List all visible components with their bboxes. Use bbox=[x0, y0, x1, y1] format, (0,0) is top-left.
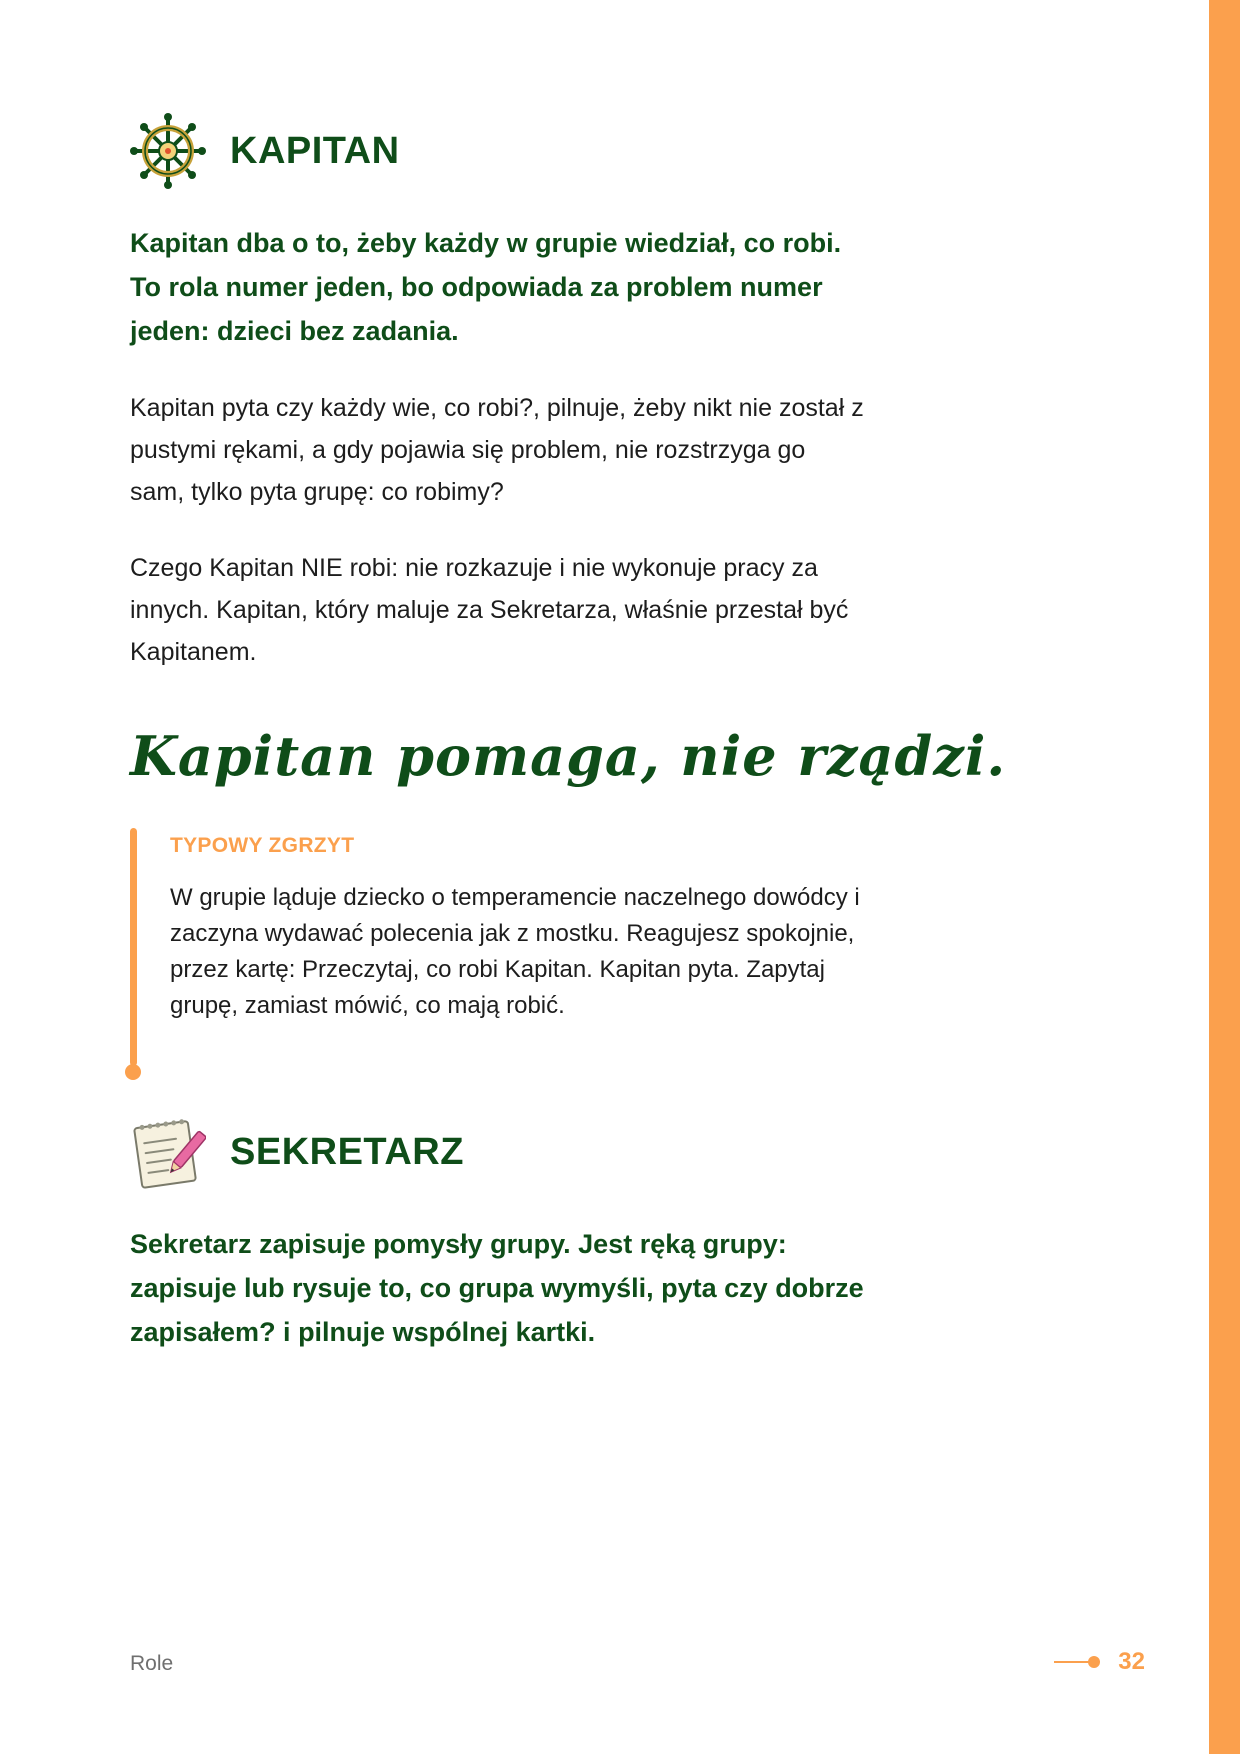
kapitan-paragraph-2: Czego Kapitan NIE robi: nie rozkazuje i nie wykonuje pracy za innych. Kapitan, który maluje za Sekretarza, właśnie przestał być Kapitanem. bbox=[130, 554, 849, 666]
callout-label: TYPOWY ZGRZYT bbox=[170, 834, 355, 857]
notepad-pen-icon bbox=[130, 1114, 206, 1190]
callout-typowy-zgrzyt bbox=[130, 828, 865, 1076]
kapitan-paragraph-1: Kapitan pyta czy każdy wie, co robi?, pilnuje, żeby nikt nie został z pustymi rękami, a gdy pojawia się problem, nie rozstrzyga go sam, tylko pyta grupę: co robimy? bbox=[130, 394, 864, 506]
kapitan-title: KAPITAN bbox=[230, 129, 400, 172]
footer-section-label: Role bbox=[130, 1652, 174, 1675]
sekretarz-title: SEKRETARZ bbox=[230, 1130, 464, 1173]
page-number: 32 bbox=[1118, 1648, 1145, 1675]
page-marker-line bbox=[1054, 1661, 1094, 1663]
kapitan-lead: Kapitan dba o to, żeby każdy w grupie wiedział, co robi. To rola numer jeden, bo odpowiada za problem numer jeden: dzieci bez zadania. bbox=[130, 228, 842, 346]
side-accent-bar bbox=[1209, 0, 1240, 1754]
callout-rule bbox=[130, 828, 137, 1066]
callout-text: W grupie ląduje dziecko o temperamencie naczelnego dowódcy i zaczyna wydawać polecenia jak z mostku. Reagujesz spokojnie, przez kartę: Przeczytaj, co robi Kapitan. Kapitan pyta. Zapytaj grupę, zamiast mówić, co mają robić. bbox=[170, 884, 860, 1019]
sekretarz-header bbox=[130, 1114, 464, 1190]
callout-rule-dot bbox=[125, 1064, 141, 1080]
ship-wheel-icon bbox=[130, 113, 206, 189]
kapitan-header bbox=[130, 113, 400, 189]
kapitan-quote: Kapitan pomaga, nie rządzi. bbox=[130, 724, 1007, 788]
sekretarz-lead: Sekretarz zapisuje pomysły grupy. Jest ręką grupy: zapisuje lub rysuje to, co grupa wymyśli, pyta czy dobrze zapisałem? i pilnuje wspólnej kartki. bbox=[130, 1229, 864, 1347]
footer-page-marker bbox=[1054, 1648, 1145, 1676]
